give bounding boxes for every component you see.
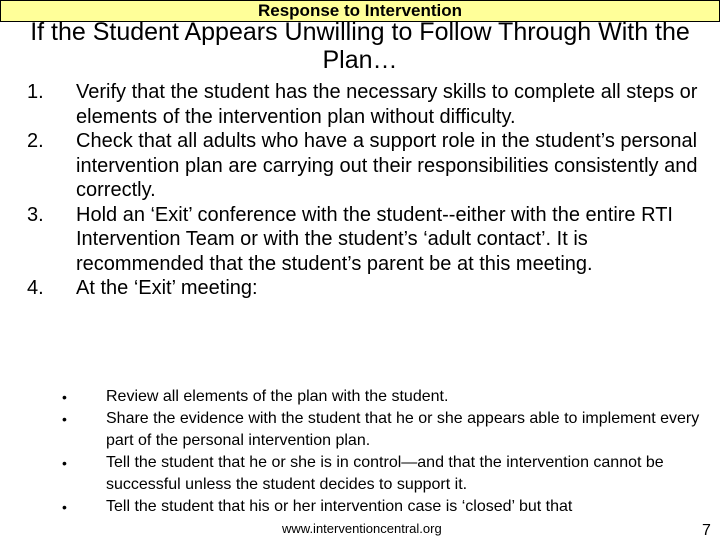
bullet-item (0, 386, 720, 408)
bullet-icon: • (62, 411, 67, 427)
top-banner: Response to Intervention (0, 0, 720, 22)
step-number: 2. (27, 130, 44, 152)
bullet-item (0, 408, 720, 452)
slide-title: If the Student Appears Unwilling to Follow Through With the Plan… (30, 18, 690, 74)
numbered-steps-list (0, 80, 720, 301)
bullet-text: Tell the student that he or she is in control—and that the intervention cannot be successful unless the student decides to support it. (106, 454, 664, 493)
step-item (0, 276, 720, 301)
bullet-item (0, 452, 720, 496)
bullet-icon: • (62, 389, 67, 405)
bullet-text: Review all elements of the plan with the student. (106, 388, 449, 405)
step-number: 1. (27, 81, 44, 103)
bullet-item (0, 496, 720, 515)
page-number: 7 (702, 522, 711, 539)
bullet-text: Tell the student that his or her intervention case is ‘closed’ but that (106, 498, 573, 515)
step-text: Verify that the student has the necessary skills to complete all steps or elements of the intervention plan without difficulty. (76, 81, 698, 128)
bullet-text: Share the evidence with the student that he or she appears able to implement every part of the personal intervention plan. (106, 410, 700, 449)
step-item (0, 203, 720, 277)
step-text: At the ‘Exit’ meeting: (76, 277, 258, 299)
exit-meeting-bullet-list (0, 386, 720, 515)
step-text: Check that all adults who have a support role in the student’s personal intervention plan are carrying out their responsibilities consistently and correctly. (76, 130, 698, 201)
step-item (0, 129, 720, 203)
footer-url: www.interventioncentral.org (282, 521, 442, 536)
step-number: 3. (27, 203, 44, 226)
bullet-icon: • (62, 499, 67, 515)
step-number: 4. (27, 277, 44, 299)
bullet-icon: • (62, 455, 67, 471)
step-item (0, 80, 720, 129)
step-text: Hold an ‘Exit’ conference with the student--either with the entire RTI Intervention Team or with the student’s ‘adult contact’. It is recommended that the student’s parent be at this meeting. (76, 203, 673, 275)
